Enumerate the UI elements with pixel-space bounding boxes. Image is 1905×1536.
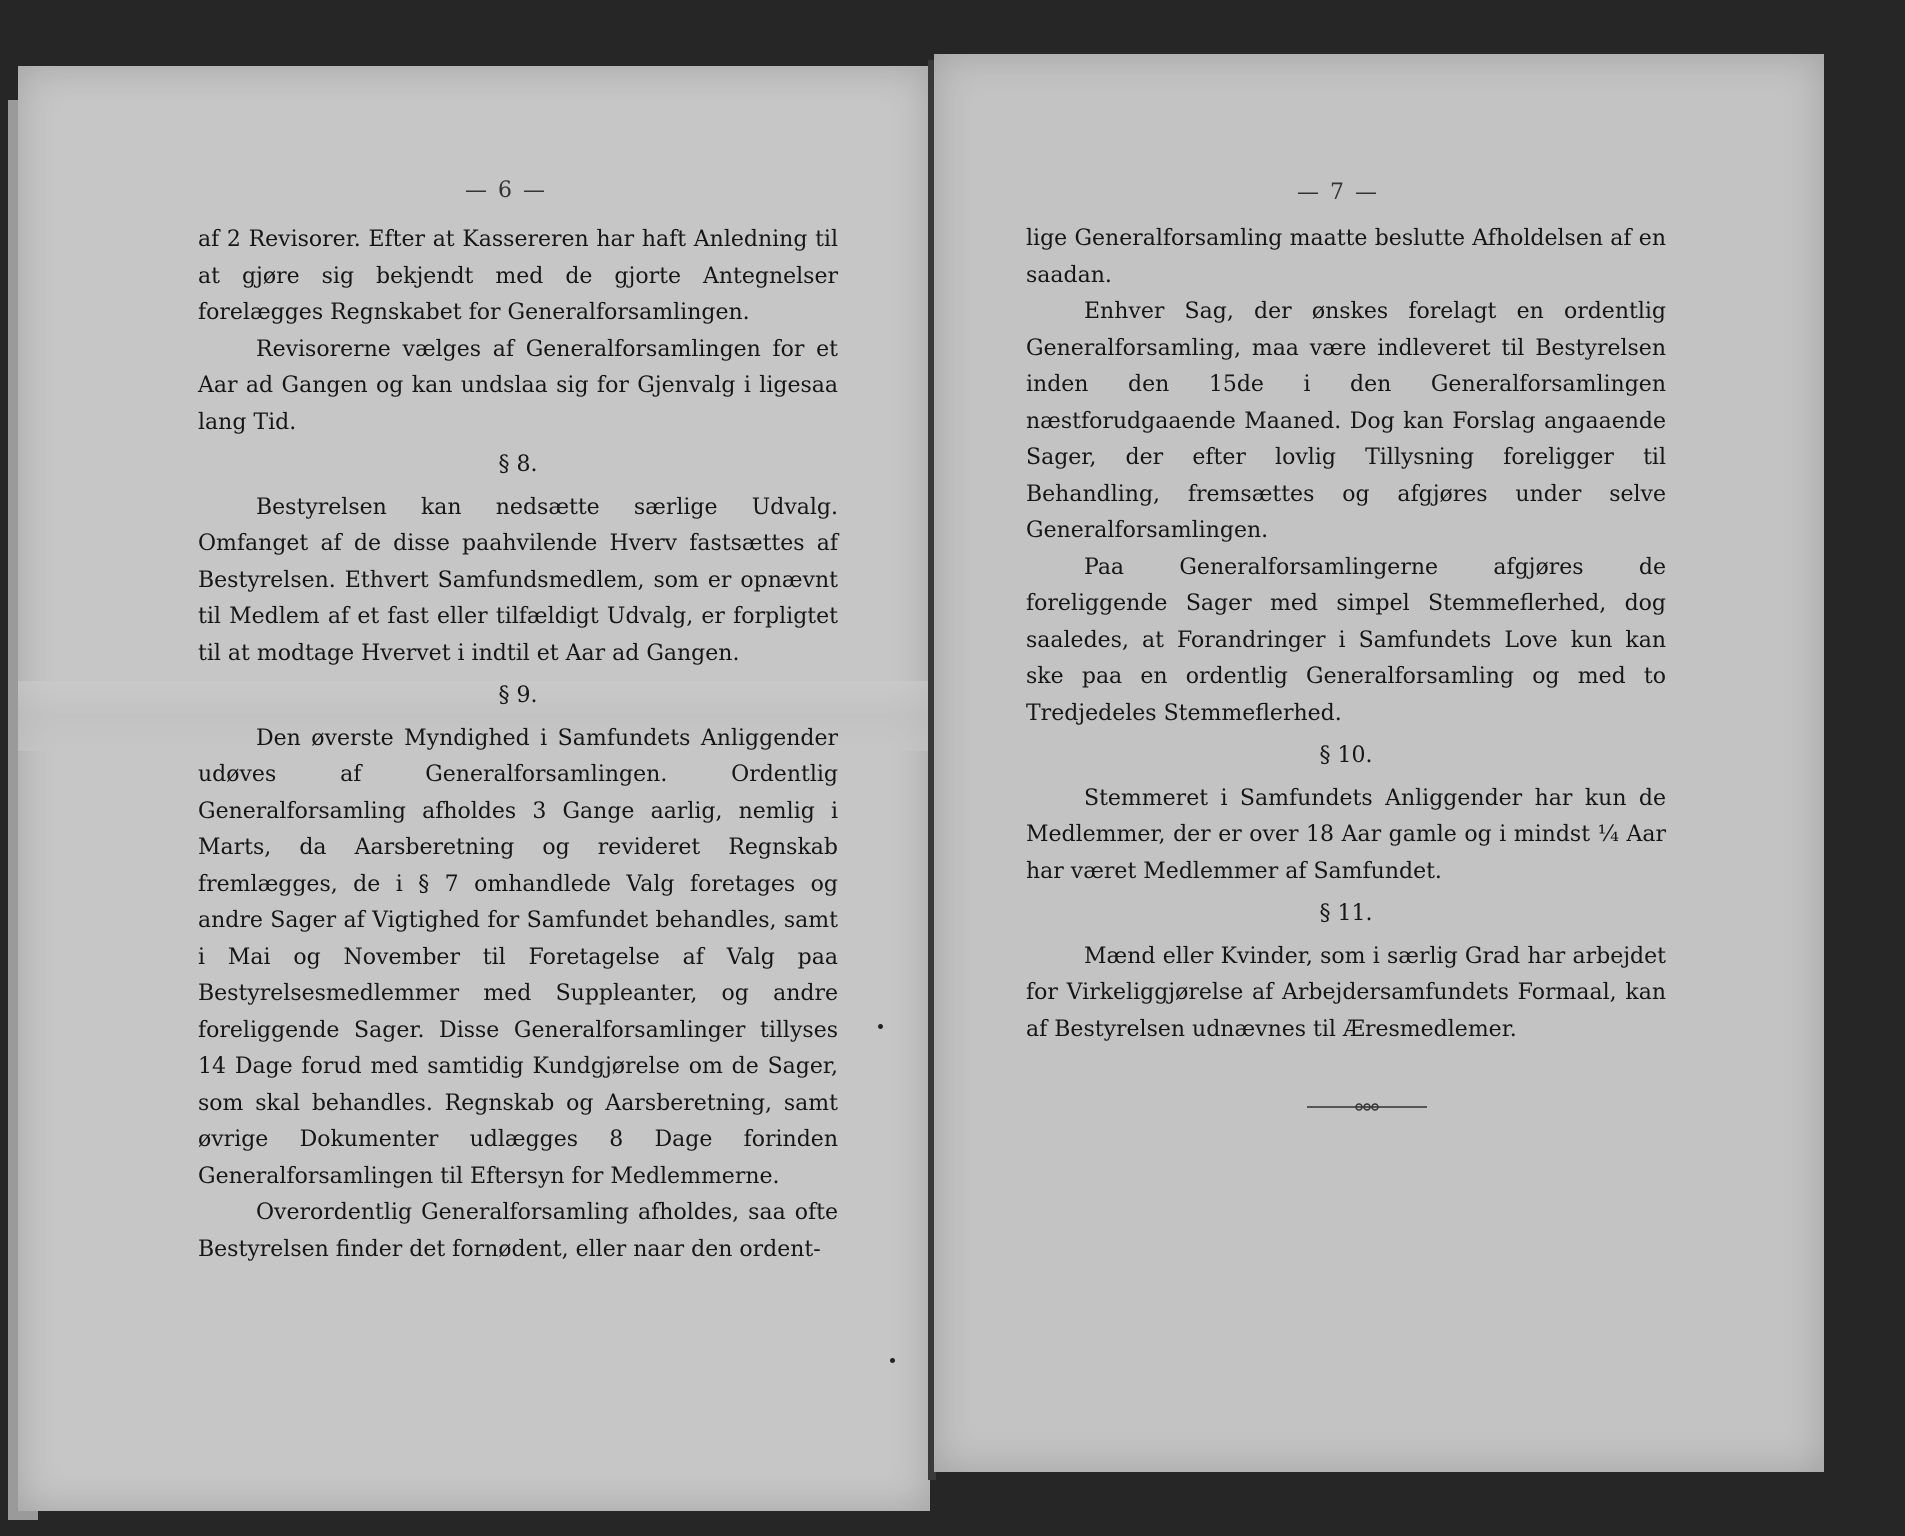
section-heading: § 9. xyxy=(498,683,538,708)
paragraph: Stemmeret i Samfundets Anliggender har kun de Medlemmer, der er over 18 Aar gamle og i mindst ¼ Aar har været Medlemmer af Samfundet. xyxy=(1026,785,1666,884)
paragraph: Revisorerne vælges af Generalforsamlingen for et Aar ad Gangen og kan undslaa sig for Gjenvalg i ligesaa lang Tid. xyxy=(198,336,838,435)
end-ornament xyxy=(1307,1101,1427,1113)
paragraph: Paa Generalforsamlingerne afgjøres de foreliggende Sager med simpel Stemmeflerhed, dog saaledes, at Forandringer i Samfundets Love kun kan ske paa en ordentlig Generalforsamling og med to Tredjedeles Stemmeflerhed. xyxy=(1026,554,1666,726)
section-heading: § 11. xyxy=(1319,901,1373,926)
section-heading: § 10. xyxy=(1319,743,1373,768)
paragraph: Mænd eller Kvinder, som i særlig Grad har arbejdet for Virkeliggjørelse af Arbejdersamfundets Formaal, kan af Bestyrelsen udnævnes til Æresmedlemer. xyxy=(1026,943,1666,1042)
paragraph: af 2 Revisorer. Efter at Kassereren har haft Anledning til at gjøre sig bekjendt med de gjorte Antegnelser forelægges Regnskabet for Generalforsamlingen. xyxy=(198,227,838,325)
paragraph: lige Generalforsamling maatte beslutte Afholdelsen af en saadan. xyxy=(1026,226,1666,288)
left-page-text xyxy=(198,222,838,1268)
paragraph: Den øverste Myndighed i Samfundets Anliggender udøves af Generalforsamlingen. Ordentlig Generalforsamling afholdes 3 Gange aarlig, nemlig i Marts, da Aarsberetning og revideret Regnskab fremlægges, de i § 7 omhandlede Valg foretages og andre Sager af Vigtighed for Samfundet behandles, samt i Mai og November til Foretagelse af Valg paa Bestyrelsesmedlemmer med Suppleanter, og andre foreliggende Sager. Disse Generalforsamlinger tillyses 14 Dage forud med samtidig Kundgjørelse om de Sager, som skal behandles. Regnskab og Aarsberetning, samt øvrige Dokumenter udlægges 8 Dage forinden Generalforsamlingen til Eftersyn for Medlemmerne. xyxy=(198,725,838,1189)
page-number-left: — 6 — xyxy=(465,178,547,203)
paragraph: Bestyrelsen kan nedsætte særlige Udvalg. Omfanget af de disse paahvilende Hverv fastsættes af Bestyrelsen. Ethvert Samfundsmedlem, som er opnævnt til Medlem af et fast eller tilfældigt Udvalg, er forpligtet til at modtage Hvervet i indtil et Aar ad Gangen. xyxy=(198,494,838,666)
ink-speck xyxy=(878,1024,883,1029)
ink-speck xyxy=(890,1358,895,1363)
right-page-text xyxy=(1026,221,1666,1048)
paragraph: Overordentlig Generalforsamling afholdes, saa ofte Bestyrelsen finder det fornødent, eller naar den ordent- xyxy=(198,1200,838,1262)
right-page xyxy=(934,54,1824,1472)
left-page xyxy=(18,66,930,1511)
paragraph: Enhver Sag, der ønskes forelagt en ordentlig Generalforsamling, maa være indleveret til Bestyrelsen inden den 15de i den Generalforsamlingen næstforudgaaende Maaned. Dog kan Forslag angaaende Sager, der efter lovlig Tillysning foreligger til Behandling, fremsættes og afgjøres under selve Generalforsamlingen. xyxy=(1026,299,1666,543)
section-heading: § 8. xyxy=(498,452,538,477)
page-number-right: — 7 — xyxy=(1297,180,1379,205)
